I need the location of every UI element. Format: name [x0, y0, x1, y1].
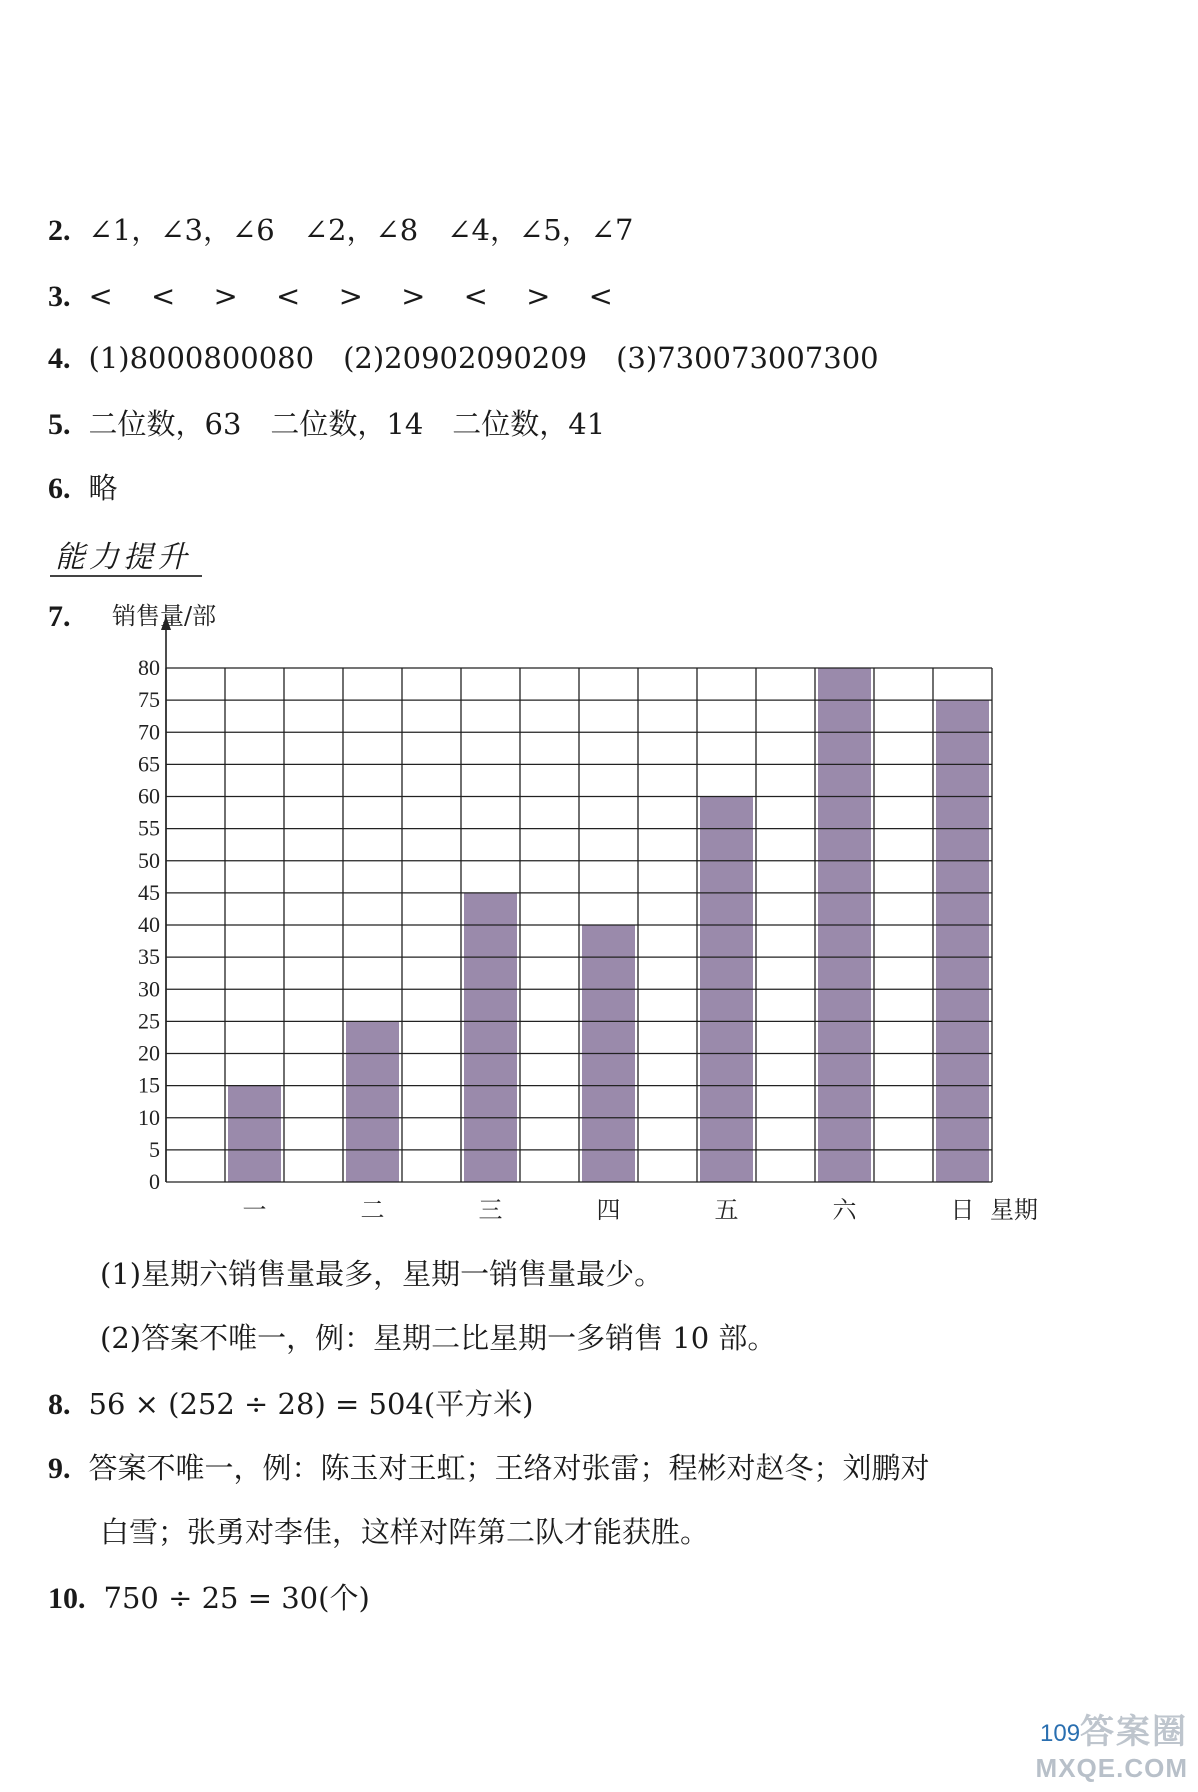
watermark-text: 答案圈: [1080, 1713, 1188, 1751]
x-tick-label: 五: [714, 1196, 739, 1224]
answer-number: 4.: [48, 342, 71, 375]
y-tick-label: 5: [149, 1136, 160, 1162]
bar-日: [936, 700, 989, 1182]
answer-text: 略: [88, 471, 118, 505]
watermark-logo: [1036, 1704, 1188, 1784]
answer-number: 3.: [48, 280, 71, 313]
section-title: 能力提升: [55, 540, 191, 575]
y-tick-label: 65: [138, 751, 160, 777]
bar-一: [228, 1086, 281, 1182]
answer-number: 9.: [48, 1452, 71, 1485]
answer-4: [48, 340, 879, 377]
answer-number: 8.: [48, 1388, 71, 1421]
y-tick-label: 50: [138, 847, 160, 873]
y-tick-label: 40: [138, 912, 160, 937]
answer-8: [48, 1386, 533, 1423]
y-tick-label: 10: [138, 1104, 160, 1130]
answer-number: 6.: [48, 472, 71, 505]
y-tick-label: 75: [138, 687, 160, 713]
y-tick-label: 80: [138, 655, 160, 680]
answer-9-continued: 白雪；张勇对李佳，这样对阵第二队才能获胜。: [100, 1515, 710, 1549]
y-axis-label: 销售量/部: [112, 602, 217, 630]
y-tick-label: 0: [149, 1169, 160, 1194]
answer-text: 56 × (252 ÷ 28) = 504(平方米): [88, 1387, 534, 1421]
bar-二: [346, 1021, 399, 1182]
answer-text: 750 ÷ 25 = 30(个): [103, 1581, 370, 1615]
x-tick-label: 六: [832, 1196, 857, 1224]
answer-text: 答案不唯一，例：陈玉对王虹；王络对张雷；程彬对赵冬；刘鹏对: [88, 1451, 930, 1485]
y-tick-label: 15: [138, 1072, 160, 1098]
x-tick-label: 二: [360, 1196, 385, 1224]
answer-10: [48, 1580, 370, 1617]
y-tick-label: 60: [138, 783, 160, 809]
answer-text: (1)8000800080 (2)20902090209 (3)730073007300: [88, 341, 879, 375]
x-tick-label: 三: [478, 1196, 503, 1224]
answer-number: 7.: [48, 600, 71, 633]
y-tick-label: 35: [138, 944, 160, 970]
answer-5: [48, 406, 605, 443]
y-tick-label: 70: [138, 719, 160, 745]
answer-number: 5.: [48, 408, 71, 441]
y-tick-label: 20: [138, 1040, 160, 1066]
bar-三: [464, 893, 517, 1182]
answer-7-part-1: (1)星期六销售量最多，星期一销售量最少。: [100, 1257, 664, 1291]
answer-2: [48, 212, 634, 249]
answer-text: 二位数，63 二位数，14 二位数，41: [88, 407, 606, 441]
answer-7-part-2: (2)答案不唯一，例：星期二比星期一多销售 10 部。: [100, 1321, 777, 1355]
y-tick-label: 25: [138, 1008, 160, 1034]
y-tick-label: 45: [138, 879, 160, 905]
y-tick-label: 55: [138, 815, 160, 841]
y-tick-label: 30: [138, 976, 160, 1002]
answer-3: [48, 278, 613, 315]
answer-text: ∠1，∠3，∠6 ∠2，∠8 ∠4，∠5，∠7: [88, 213, 634, 247]
x-tick-label: 日: [950, 1196, 975, 1224]
answer-number: 10.: [48, 1582, 86, 1615]
x-tick-label: 四: [596, 1196, 621, 1224]
answer-7: [48, 598, 89, 635]
answer-9: [48, 1450, 930, 1487]
page-number: 109: [1040, 1720, 1081, 1747]
answer-number: 2.: [48, 214, 71, 247]
answer-text: < < > < > > < > <: [88, 279, 613, 313]
watermark-url: MXQE.COM: [1035, 1753, 1188, 1783]
sales-bar-chart: [90, 600, 1050, 1240]
section-rule: [50, 575, 202, 577]
x-tick-label: 一: [242, 1196, 267, 1224]
x-axis-label: 星期: [990, 1196, 1038, 1224]
answer-6: [48, 470, 118, 507]
